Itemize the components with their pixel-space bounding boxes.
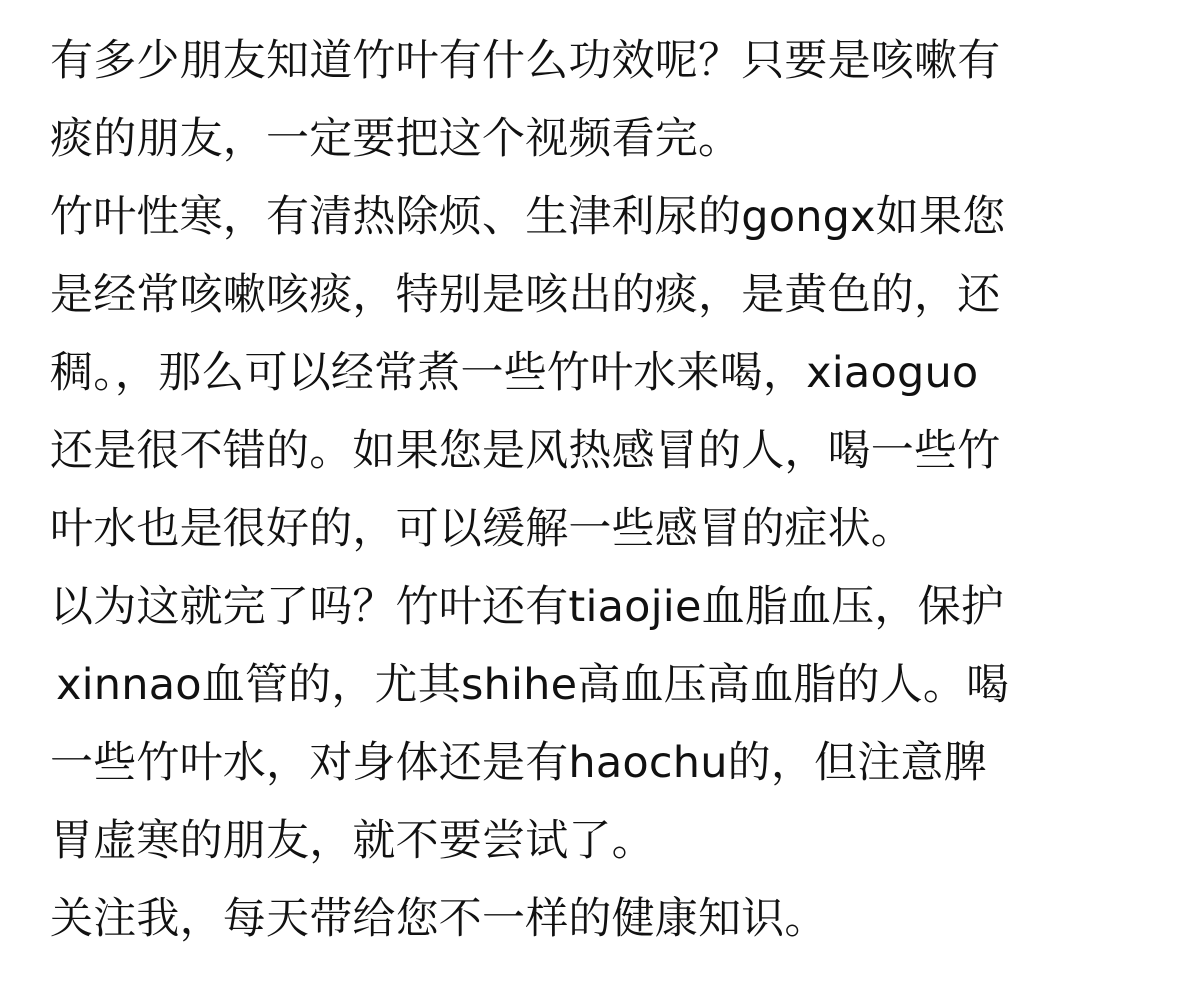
text-line: 稠。，那么可以经常煮一些竹叶水来喝，xiaoguo xyxy=(50,348,979,398)
text-line: 痰的朋友，一定要把这个视频看完。 xyxy=(50,114,742,164)
text-line: 胃虚寒的朋友，就不要尝试了。 xyxy=(50,816,655,866)
text-line: 关注我，每天带给您不一样的健康知识。 xyxy=(50,894,828,944)
text-line: 叶水也是很好的，可以缓解一些感冒的症状。 xyxy=(50,504,914,554)
text-line: xinnao血管的，尤其shihe高血压高血脂的人。喝 xyxy=(56,660,1010,710)
text-line: 一些竹叶水，对身体还是有haochu的，但注意脾 xyxy=(50,738,987,788)
text-line: 竹叶性寒，有清热除烦、生津利尿的gongx如果您 xyxy=(50,192,1006,242)
text-line: 以为这就完了吗？竹叶还有tiaojie血脂血压，保护 xyxy=(50,582,1005,632)
text-line: 是经常咳嗽咳痰，特别是咳出的痰，是黄色的，还 xyxy=(50,270,1001,320)
text-line: 有多少朋友知道竹叶有什么功效呢？只要是咳嗽有 xyxy=(50,36,1001,86)
text-line: 还是很不错的。如果您是风热感冒的人，喝一些竹 xyxy=(50,426,1001,476)
